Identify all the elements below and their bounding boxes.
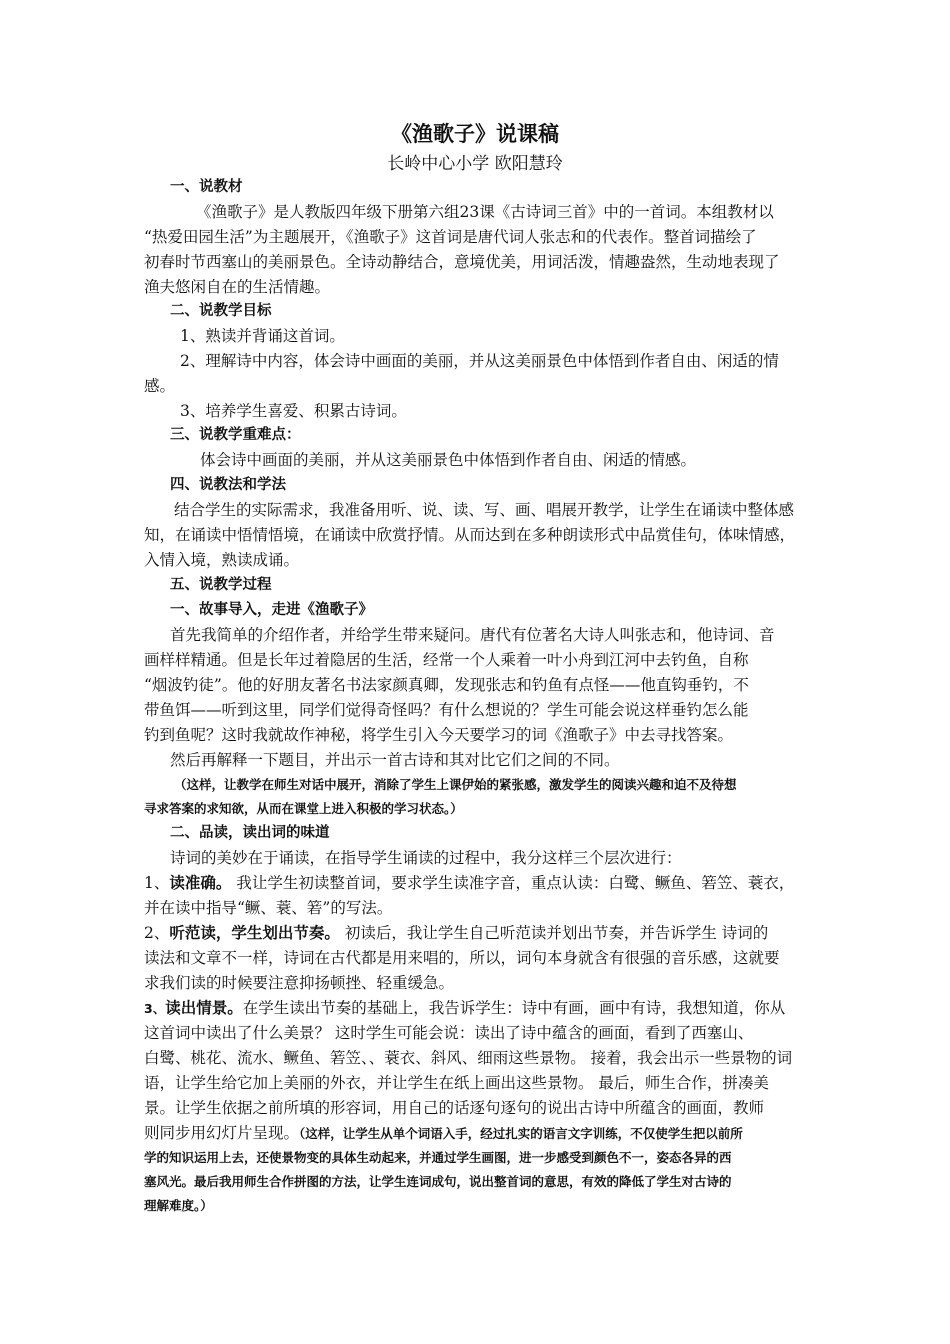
- paragraph-line: 首先我简单的介绍作者，并给学生带来疑问。唐代有位著名大诗人叫张志和，他诗词、音: [170, 626, 775, 644]
- paragraph-line: 然后再解释一下题目，并出示一首古诗和其对比它们之间的不同。: [170, 751, 620, 769]
- paragraph-text: 则同步用幻灯片呈现。: [144, 1124, 300, 1142]
- goal-item: 1、熟读并背诵这首词。: [180, 327, 345, 345]
- step-number: 2、: [144, 924, 170, 942]
- step-title: 听范读，学生划出节奏。: [169, 924, 340, 942]
- paragraph-line: 并在读中指导“鳜、蓑、箬”的写法。: [144, 899, 393, 917]
- teaching-note: （这样，让教学在师生对话中展开，消除了学生上课伊始的紧张感，激发学生的阅读兴趣和迫不及待想: [174, 777, 737, 792]
- paragraph-line: 结合学生的实际需求，我准备用听、说、读、写、画、唱展开教学，让学生在诵读中整体感: [174, 501, 795, 519]
- subsection-heading: 二、品读，读出词的味道: [170, 825, 330, 841]
- step-number: 1、: [144, 874, 170, 892]
- goal-item: 2、理解诗中内容，体会诗中画面的美丽，并从这美丽景色中体悟到作者自由、闲适的情: [180, 352, 779, 370]
- step-text: 我让学生初读整首词，要求学生读准字音，重点认读：白鹭、鳜鱼、箬笠、蓑衣，: [231, 874, 795, 892]
- step-line: [144, 921, 812, 946]
- goal-item: 3、培养学生喜爱、积累古诗词。: [180, 402, 407, 420]
- paragraph-line: 语，让学生给它加上美丽的外衣，并让学生在纸上画出这些景物。 最后，师生合作，拼凑美: [144, 1074, 769, 1092]
- section-teaching-material: [144, 175, 812, 300]
- author-line: 长岭中心小学 欧阳慧玲: [387, 154, 563, 174]
- paragraph-line: 钓到鱼呢？这时我就故作神秘，将学生引入今天要学习的词《渔歌子》中去寻找答案。: [144, 726, 734, 744]
- section-teaching-goals: [144, 299, 812, 424]
- section-heading: 二、说教学目标: [170, 303, 272, 319]
- step-line: [144, 871, 812, 896]
- teaching-note: 理解难度。）: [144, 1198, 213, 1213]
- paragraph-line: 渔夫悠闲自在的生活情趣。: [144, 278, 331, 296]
- teaching-note: 寻求答案的求知欲，从而在课堂上进入积极的学习状态。）: [144, 801, 463, 816]
- paragraph-line: 这首词中读出了什么美景？ 这时学生可能会说：读出了诗中蕴含的画面，看到了西塞山、: [144, 1024, 754, 1042]
- subsection-heading: 一、故事导入，走进《渔歌子》: [170, 602, 373, 618]
- section-heading: 四、说教法和学法: [170, 477, 286, 493]
- teaching-note: 学的知识运用上去，还使景物变的具体生动起来，并通过学生画图，进一步感受到颜色不一，姿态各异的西: [144, 1150, 732, 1165]
- paragraph-line: 入情入境，熟读成诵。: [144, 551, 300, 569]
- paragraph-line: 带鱼饵——听到这里，同学们觉得奇怪吗？有什么想说的？学生可能会说这样垂钓怎么能: [144, 701, 749, 719]
- paragraph-line: 初春时节西塞山的美丽景色。全诗动静结合，意境优美，用词活泼，情趣盎然，生动地表现了: [144, 253, 780, 271]
- paragraph-line: 知，在诵读中悟情悟境，在诵读中欣赏抒情。从而达到在多种朗读形式中品赏佳句，体味情感，: [144, 526, 796, 544]
- section-key-points: [144, 423, 812, 473]
- section-heading: 一、说教材: [170, 179, 243, 195]
- section-teaching-process: [144, 573, 812, 1218]
- paragraph-line: [144, 1121, 812, 1146]
- teaching-note: （这样，让学生从单个词语入手，经过扎实的语言文字训练，不仅使学生把以前所: [299, 1126, 743, 1141]
- section-methods: [144, 473, 812, 573]
- paragraph-line: 读法和文章不一样，诗词在古代都是用来唱的，所以，词句本身就含有很强的音乐感，这就要: [144, 949, 780, 967]
- step-text: 初读后，我让学生自己听范读并划出节奏，并告诉学生 诗词的: [339, 924, 769, 942]
- paragraph-line: 体会诗中画面的美丽，并从这美丽景色中体悟到作者自由、闲适的情感。: [200, 451, 697, 469]
- paragraph-line: 《渔歌子》是人教版四年级下册第六组23课《古诗词三首》中的一首词。本组教材以: [196, 203, 774, 221]
- paragraph-line: 画样样精通。但是长年过着隐居的生活，经常一个人乘着一叶小舟到江河中去钓鱼，自称: [144, 651, 749, 669]
- paragraph-line: 求我们读的时候要注意抑扬顿挫、轻重缓急。: [144, 974, 455, 992]
- step-number: 3、: [144, 1001, 166, 1016]
- paragraph-line: 白鹭、桃花、流水、鳜鱼、箬笠、、蓑衣、斜风、细雨这些景物。 接着，我会出示一些景物的词: [144, 1049, 793, 1067]
- section-heading: 五、说教学过程: [170, 577, 272, 593]
- step-title: 读出情景。: [165, 999, 243, 1017]
- goal-item-continued: 感。: [144, 377, 176, 395]
- step-title: 读准确。: [169, 874, 232, 892]
- document-title: 《渔歌子》说课稿: [391, 122, 559, 146]
- teaching-note: 塞风光。最后我用师生合作拼图的方法，让学生连词成句，说出整首词的意思，有效的降低了学生对古诗的: [144, 1174, 732, 1189]
- paragraph-line: 诗词的美妙在于诵读，在指导学生诵读的过程中，我分这样三个层次进行：: [170, 849, 682, 867]
- step-text: 在学生读出节奏的基础上，我告诉学生：诗中有画，画中有诗，我想知道，你从: [242, 999, 786, 1017]
- paragraph-line: 景。让学生依据之前所填的形容词，用自己的话逐句逐句的说出古诗中所蕴含的画面，教师: [144, 1099, 765, 1117]
- paragraph-line: “热爱田园生活”为主题展开，《渔歌子》这首词是唐代词人张志和的代表作。整首词描绘了: [144, 228, 757, 246]
- section-heading: 三、说教学重难点：: [170, 427, 301, 443]
- paragraph-line: “烟波钓徒”。他的好朋友著名书法家颜真卿，发现张志和钓鱼有点怪——他直钩垂钓，不: [144, 676, 749, 694]
- step-line: [144, 996, 812, 1021]
